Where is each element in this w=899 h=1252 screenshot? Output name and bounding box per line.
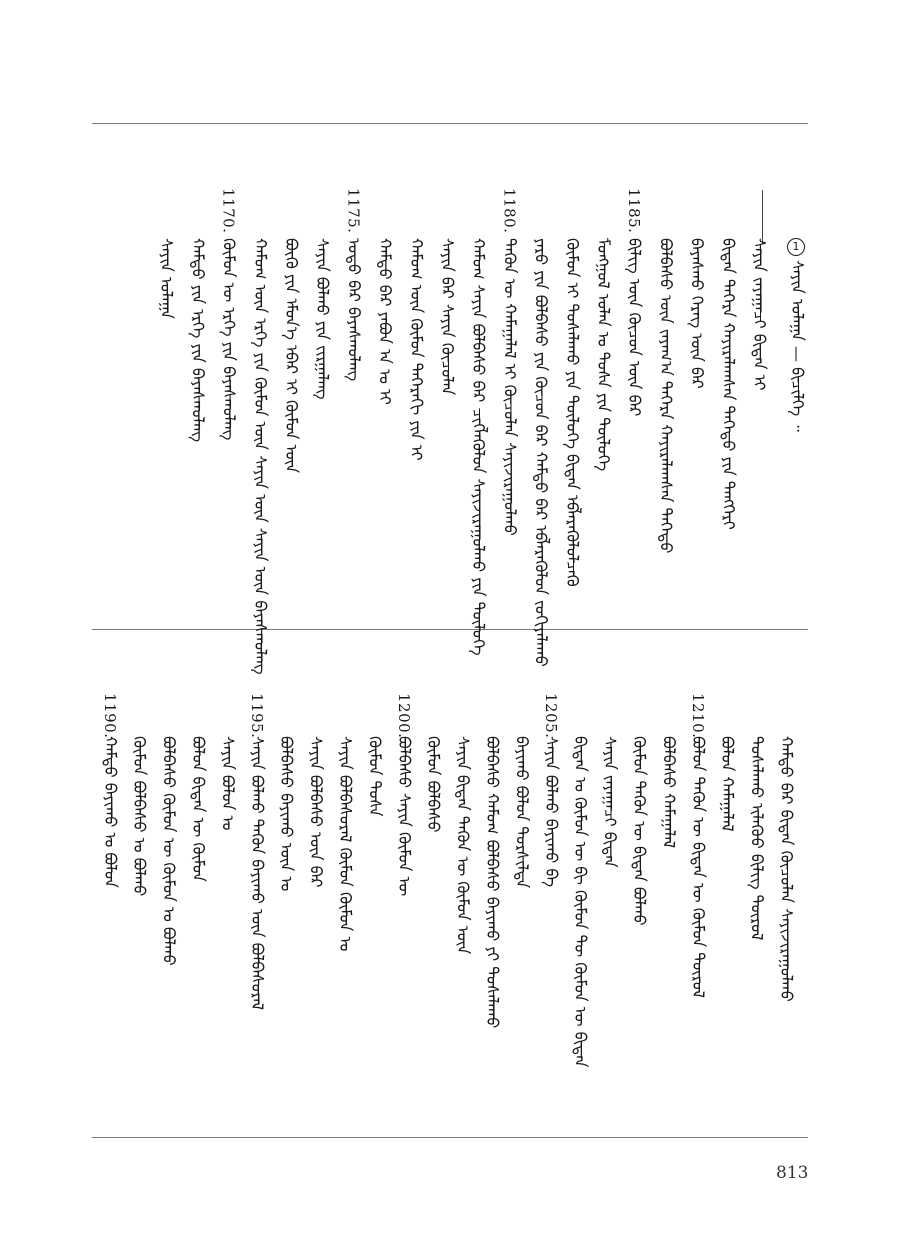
verse-text: ᠪᠣᠯᠤᠨ ᠲᠡᠭᠦᠨ ᠦ ᠪᠢᠳᠡᠨ ᠦ ᠬᠦᠮᠦᠨ ᠲᠦᠷᠦᠯ bbox=[688, 736, 708, 998]
verse-text: ᠪᠢᠯᠢᠭ ᠦᠨ ᠬᠦᠴᠦᠨ ᠦᠨ ᠪᠠᠷ bbox=[625, 238, 645, 417]
verse-text: ᠪᠣᠯᠤᠨ ᠬᠠᠮᠠᠭᠠᠯᠠᠯ bbox=[718, 736, 738, 832]
line-number: 1210. bbox=[688, 693, 707, 739]
verse-text: ᠬᠠᠮᠲᠤ ᠶᠢᠨ ᠡᠷᠬᠡ ᠶᠢᠨ ᠪᠠᠶᠠᠰᠬᠤᠯᠠᠩ bbox=[188, 238, 208, 443]
line-number: 1175. bbox=[344, 188, 363, 234]
verse-text: ᠬᠦᠮᠦᠨ ᠪᠣᠯᠪᠠᠰᠤ bbox=[424, 736, 444, 833]
middle-rule bbox=[92, 629, 808, 630]
footnote-marker: 1 bbox=[787, 238, 805, 256]
footnote-separator bbox=[762, 190, 763, 244]
verse-text: ᠬᠠᠮᠤᠭ ᠦᠨ ᠡᠷᠬᠡ ᠶᠢᠨ ᠬᠦᠮᠦᠨ ᠦᠨ ᠰᠠᠶᠢᠨ ᠦᠨ ᠰᠠᠶᠢᠨ ᠦᠨ ᠪᠠᠶᠠᠰᠬᠤᠯᠠᠩ bbox=[250, 238, 270, 675]
verse-text: ᠪᠣᠯᠪᠠᠰᠤ ᠬᠠᠮᠠᠭᠠᠯᠠᠯ bbox=[659, 736, 679, 849]
top-rule bbox=[92, 123, 808, 124]
line-number: 1205. bbox=[541, 693, 560, 739]
verse-text: ᠪᠠᠶᠠᠰᠬᠤ ᠬᠡᠷᠡᠭ ᠦᠨ ᠪᠠᠷ bbox=[687, 238, 707, 389]
verse-text: ᠰᠠᠶᠢᠨ ᠪᠣᠯᠪᠠᠰᠤ ᠦᠨ ᠪᠡᠷ bbox=[306, 736, 326, 888]
verse-text: ᠰᠠᠶᠢᠨ ᠪᠣᠯᠬᠤ ᠲᠡᠭᠦᠨ ᠪᠠᠶᠢᠬᠤ ᠦᠨ ᠪᠣᠯᠪᠠᠰᠤᠷᠠᠯ bbox=[247, 736, 267, 1011]
verse-text: ᠰᠠᠶᠢᠨ ᠪᠢᠳᠡᠨ ᠲᠡᠭᠦᠨ ᠦ ᠬᠦᠮᠦᠨ ᠦᠨ bbox=[453, 736, 473, 955]
verse-text: ᠬᠠᠮᠲᠤ ᠪᠠᠶᠢᠬᠤ ᠤ ᠪᠣᠯᠤᠨ bbox=[100, 736, 120, 888]
line-number: 1185. bbox=[625, 188, 644, 234]
verse-text: ᠰᠠᠶᠢᠨ ᠪᠣᠯᠤᠨ ᠤ bbox=[218, 736, 238, 831]
line-number: 1180. bbox=[500, 188, 519, 234]
verse-text: ᠰᠠᠶᠢᠨ ᠵᠠᠶᠠᠭᠠᠴᠢ ᠪᠢᠳᠡᠨ ᠢ bbox=[750, 238, 769, 391]
line-number: 1190. bbox=[100, 693, 119, 739]
verse-text: ᠪᠣᠯᠪᠠᠰᠤ ᠰᠠᠶᠢᠨ ᠬᠦᠮᠦᠨ ᠦ bbox=[394, 736, 414, 897]
verse-text: ᠶᠡᠷᠦ ᠶᠢᠨ ᠪᠣᠯᠪᠠᠰᠤ ᠶᠢᠨ ᠬᠦᠴᠦᠨ ᠪᠠᠷ ᠬᠠᠮᠲᠤ ᠪᠠᠷ ᠡᠪᠯᠡᠷᠡᠭᠦᠯᠦᠨ ᠵᠣᠬᠢᠶᠠᠯᠠᠬᠤ bbox=[531, 238, 551, 667]
verse-text: ᠬᠦᠮᠦᠨ ᠪᠣᠯᠪᠠᠰᠤ ᠤ ᠪᠣᠯᠬᠤ bbox=[130, 736, 150, 897]
verse-text: ᠰᠠᠶᠢᠨ ᠪᠣᠯᠬᠤ ᠪᠠᠶᠢᠬᠤ ᠪᠠ bbox=[541, 736, 561, 888]
verse-text: ᠪᠣᠯᠪᠠᠰᠤ ᠪᠠᠶᠢᠬᠤ ᠦᠨ ᠤ bbox=[277, 736, 297, 892]
verse-text: ᠬᠦᠮᠦᠨ ᠢ ᠲᠤᠰᠠᠯᠠᠬᠤ ᠶᠢᠨ ᠲᠥᠯᠥᠭᠡ ᠪᠢᠳᠡᠨ ᠡᠪᠯᠡᠷᠡᠭᠦᠯᠦᠯᠴᠡᠬᠦ bbox=[562, 238, 582, 587]
verse-text: ᠰᠠᠶᠢᠨ ᠤᠯᠠᠭᠠ bbox=[157, 238, 177, 319]
verse-text: ᠰᠠᠶᠢᠨ ᠪᠣᠯᠪᠠᠰᠤᠷᠠᠯ ᠬᠦᠮᠦᠨ ᠬᠦᠮᠦᠨ ᠤ bbox=[336, 736, 355, 952]
line-number: 1195. bbox=[247, 693, 266, 739]
bottom-rule bbox=[92, 1137, 808, 1138]
verse-text: ᠰᠠᠶᠢᠨ ᠵᠠᠶᠠᠭᠠᠴᠢ ᠪᠢᠳᠡᠨ bbox=[600, 736, 620, 868]
verse-text: ᠪᠣᠯᠪᠠᠰᠤ ᠬᠠᠮᠤᠭ ᠪᠣᠯᠪᠠᠰᠤ ᠪᠠᠶᠢᠬᠤ ᠶᠢ ᠲᠤᠰᠠᠯᠠᠬᠤ bbox=[483, 736, 502, 1029]
verse-text: ᠪᠣᠯᠪᠠᠰᠤ ᠬᠦᠮᠦᠨ ᠦ ᠬᠦᠮᠦᠨ ᠤ ᠪᠣᠯᠬᠤ bbox=[159, 736, 179, 966]
verse-text: ᠪᠢᠳᠡᠨ ᠳᠡᠭᠡᠷᠡ ᠬᠠᠶᠢᠷᠠᠯᠠᠭᠰᠠᠨ ᠳᠡᠭᠡᠳᠦ ᠶᠢᠨ ᠲᠡᠩᠭᠡᠷᠢ bbox=[718, 238, 738, 530]
verse-text: ᠲᠡᠭᠦᠨ ᠦ ᠬᠠᠮᠠᠭᠠᠯᠠᠯ ᠢ ᠬᠦᠴᠦᠯᠡᠨ ᠰᠠᠶᠢᠵᠢᠷᠠᠭᠤᠯᠬᠤ bbox=[500, 238, 520, 536]
verse-text: ᠪᠣᠯᠤᠨ ᠪᠢᠳᠡᠨ ᠦ ᠬᠦᠮᠦᠨ bbox=[189, 736, 208, 882]
verse-text: ᠪᠣᠯᠪᠠᠰᠤ ᠦᠨ ᠵᠠᠶᠠᠭ᠎ᠠ ᠳᠡᠭᠡᠷᠡ ᠬᠠᠶᠢᠷᠠᠯᠠᠭᠰᠠᠨ ᠳᠡᠭᠡᠳᠦ bbox=[656, 238, 676, 554]
verse-text: ᠮᠣᠩᠭᠣᠯ ᠣᠯᠠᠨ ᠤ ᠲᠤᠰᠠ ᠶᠢᠨ ᠲᠥᠯᠥᠭᠡ bbox=[594, 238, 613, 472]
verse-text: ᠰᠠᠶᠢᠨ ᠪᠡᠷ ᠰᠠᠶᠢᠨ ᠬᠦᠴᠦᠯᠡᠨ bbox=[438, 238, 457, 396]
verse-text: ᠪᠢᠳᠡᠨ ᠤ ᠬᠦᠮᠦᠨ ᠦ ᠪᠢ ᠬᠦᠮᠦᠨ ᠲᠦ ᠬᠦᠮᠦᠨ ᠦ ᠪᠢᠳᠡᠨ bbox=[571, 736, 591, 1068]
verse-text: ᠬᠠᠮᠤᠭ ᠰᠠᠶᠢᠨ ᠪᠣᠯᠪᠠᠰᠤ ᠪᠡᠷ ᠴᠢᠭᠯᠡᠭᠦᠯᠦᠨ ᠰᠠᠶᠢᠵᠢᠷᠠᠭᠤᠯᠬᠤ ᠶᠢᠨ ᠲᠥᠯᠥᠭᠡ bbox=[469, 238, 489, 656]
verse-text: ᠬᠠᠮᠲᠤ ᠪᠠᠷ ᠶᠠᠪᠤᠨ ᠠ ᠤ ᠢ bbox=[375, 238, 395, 405]
verse-text: ᠪᠠᠶᠢᠬᠤ ᠪᠣᠯᠤᠨ ᠲᠤᠷᠰᠢᠯᠲᠠ bbox=[512, 736, 532, 889]
verse-text: ᠪᠦᠬᠦ ᠶᠢᠨ ᠡᠮᠦᠨ᠎ᠡ ᠡᠪᠡᠷ ᠢ ᠬᠦᠮᠦᠨ ᠦᠨ bbox=[282, 238, 301, 474]
verse-text: ᠬᠦᠮᠦᠨ ᠲᠤᠰᠠ bbox=[365, 736, 385, 817]
verse-text: ᠬᠠᠮᠤᠭ ᠦᠨ ᠬᠦᠮᠦᠨ ᠳᠡᠭᠡᠷᠡᠬᠢ ᠶᠢᠨ ᠢ bbox=[406, 238, 426, 461]
footnote-text: ᠰᠠᠶᠢᠨ ᠤᠯᠠᠭᠠ — ᠪᠢᠴᠢᠯᠭᠡ ᠃ bbox=[788, 260, 807, 432]
line-number: 1200. bbox=[394, 693, 413, 739]
verse-text: ᠲᠤᠰᠠᠯᠠᠬᠤ ᠢᠯᠡᠭᠦᠦ ᠪᠢᠯᠢᠭ ᠲᠦᠷᠦᠯ bbox=[747, 736, 767, 941]
page-number: 813 bbox=[776, 1163, 809, 1183]
verse-text: ᠬᠦᠮᠦᠨ ᠲᠡᠭᠦᠨ ᠦ ᠪᠢᠳᠡᠨ ᠪᠣᠯᠬᠤ bbox=[630, 736, 649, 926]
verse-text: ᠬᠠᠮᠲᠤ ᠪᠠᠷ ᠪᠢᠳᠡᠨ ᠬᠦᠴᠦᠯᠡᠨ ᠰᠠᠶᠢᠵᠢᠷᠠᠭᠤᠯᠬᠤ bbox=[777, 736, 796, 1002]
line-number: 1170. bbox=[219, 188, 238, 234]
verse-text: ᠣᠳᠣ ᠪᠠᠷ ᠪᠠᠶᠠᠰᠬᠤᠯᠠᠩ bbox=[344, 238, 364, 382]
verse-text: ᠬᠦᠮᠦᠨ ᠦ ᠡᠷᠬᠡ ᠶᠢᠨ ᠪᠠᠶᠠᠰᠬᠤᠯᠠᠩ bbox=[219, 238, 239, 441]
verse-text: ᠰᠠᠶᠢᠨ ᠪᠣᠯᠬᠤ ᠶᠢᠨ ᠵᠢᠷᠭᠠᠯᠠᠩ bbox=[313, 238, 333, 400]
